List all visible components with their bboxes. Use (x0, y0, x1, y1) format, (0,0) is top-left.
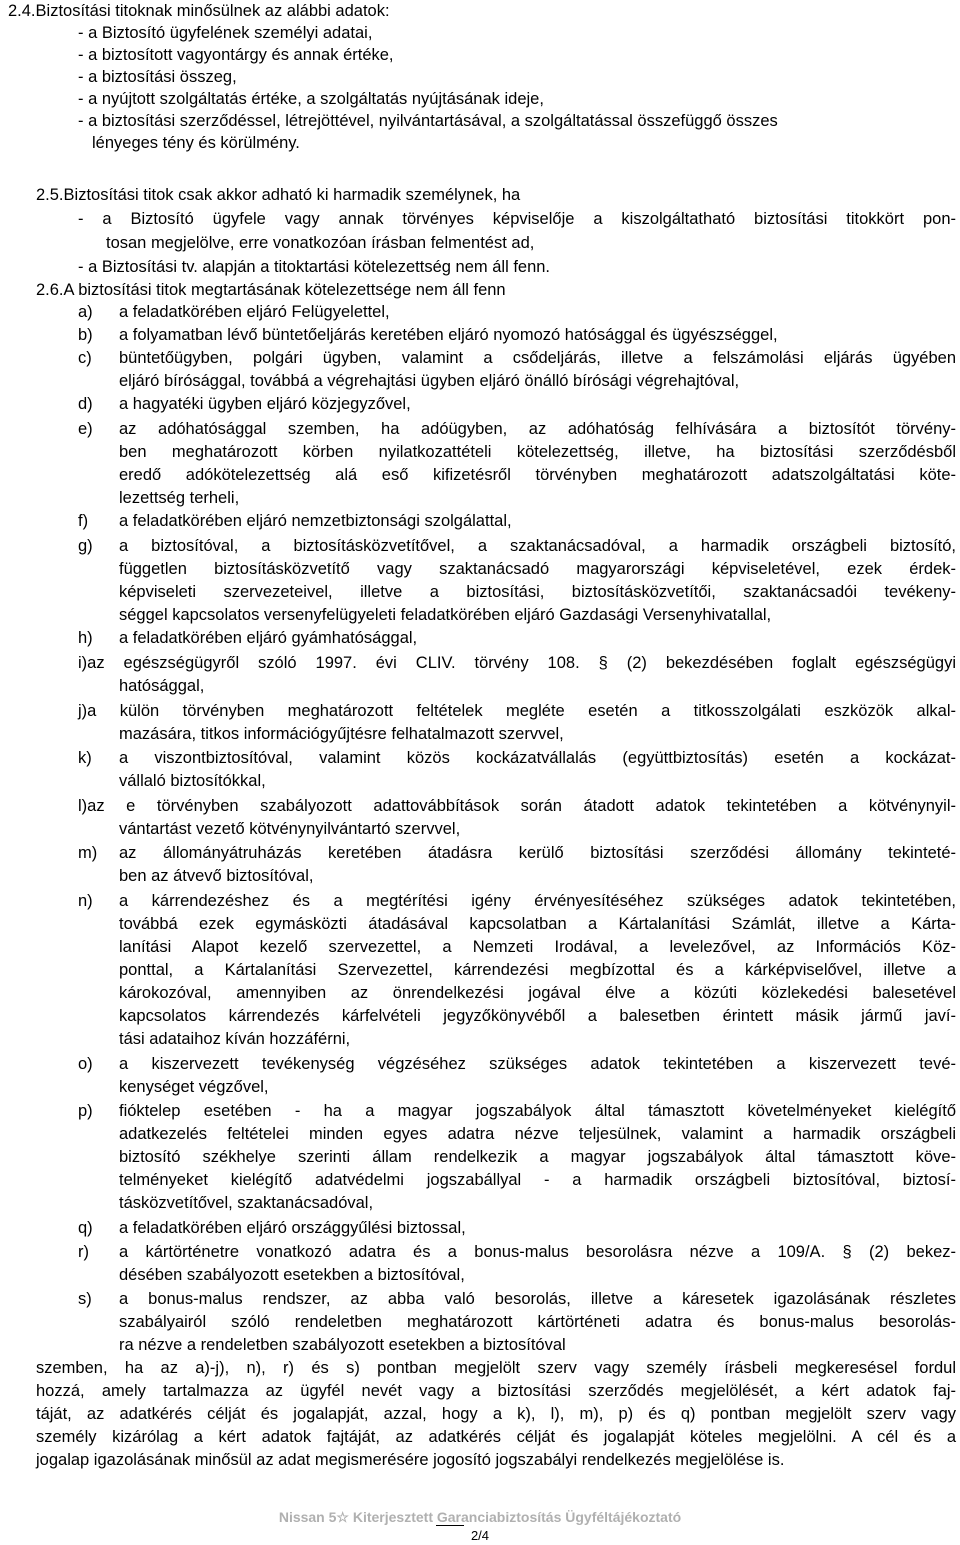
item-text: kenységet végzővel, (119, 1078, 269, 1096)
item-label: k) (78, 749, 92, 767)
item-text: a kártörténetre vonatkozó adatra és a bonus-malus besorolásra nézve a 109/A. § (2) bekez- (119, 1243, 956, 1261)
item-text: ben az átvevő biztosítóval, (119, 867, 314, 885)
item-text: szabályairól szóló rendeletben meghatározott kártörténeti adatra és bonus-malus besorolás- (119, 1313, 956, 1331)
item-text: ra nézve a rendeletben szabályozott esetekben a biztosítóval (119, 1336, 566, 1354)
item-label: b) (78, 326, 93, 344)
item-text: j)a külön törvényben meghatározott feltételek megléte esetén a titkosszolgálati eszközök alkal- (78, 702, 956, 720)
item-text: büntetőügyben, polgári ügyben, valamint a csődeljárás, illetve a felszámolási eljárás ügyében (119, 349, 956, 367)
item-label: n) (78, 892, 93, 910)
item-text: kapcsolatos kárrendezés kárfelvételi jegyzőkönyvéből a balesetben érintett másik jármű javí- (119, 1007, 956, 1025)
item-text: a viszontbiztosítóval, valamint közös kockázatvállalás (együttbiztosítás) esetén a kockázat- (119, 749, 956, 767)
item-text: adatkezelés feltételei minden egyes adatra nézve teljesülnek, valamint a harmadik országbeli (119, 1125, 956, 1143)
item-text: a feladatkörében eljáró országgyűlési biztossal, (119, 1219, 466, 1237)
item-label: h) (78, 629, 93, 647)
list-item: - a nyújtott szolgáltatás értéke, a szolgáltatás nyújtásának ideje, (78, 90, 544, 108)
closing-paragraph-line: jogalap igazolásának minősül az adat megismerésére jogosító jogszabályi rendelkezés megjelölése is. (36, 1451, 785, 1469)
item-text: független biztosításközvetítő vagy szaktanácsadó magyarországi képviseletével, ezek érdek- (119, 560, 956, 578)
item-text: az adóhatósággal szemben, ha adóügyben, az adóhatóság felhívására a biztosítót törvény- (119, 420, 956, 438)
item-text: telményeket kielégítő adatvédelmi jogszabállyal - a harmadik országbeli biztosítóval, biztosí- (119, 1171, 956, 1189)
page-number: 2/4 (470, 1528, 490, 1543)
section-2-5-heading: 2.5.Biztosítási titok csak akkor adható ki harmadik személynek, ha (36, 186, 521, 204)
item-text: a bonus-malus rendszer, az abba való besorolás, illetve a káresetek igazolásának részletes (119, 1290, 956, 1308)
item-text: i)az egészségügyről szóló 1997. évi CLIV. törvény 108. § (2) bekezdésében foglalt egészségügyi (78, 654, 956, 672)
list-item: - a Biztosító ügyfelének személyi adatai, (78, 24, 373, 42)
closing-paragraph-line: hozzá, amely tartalmazza az ügyfél nevét vagy a biztosítási szerződés megjelölését, a kért adatok faj- (36, 1382, 956, 1400)
item-text: eljáró bírósággal, továbbá a végrehajtási ügyben eljáró önálló bírósági végrehajtóval, (119, 372, 740, 390)
item-text: a folyamatban lévő büntetőeljárás keretében eljáró nyomozó hatósággal és ügyészséggel, (119, 326, 778, 344)
list-item: - a Biztosító ügyfele vagy annak törvényes képviselője a kiszolgáltatható biztosítási titokkört pon- (78, 210, 956, 228)
item-label: o) (78, 1055, 93, 1073)
item-text: lanítási Alapot kezelő szervezettel, a Nemzeti Irodával, a levelezővel, az Információs Köz- (119, 938, 956, 956)
item-label: q) (78, 1219, 93, 1237)
item-text: a feladatkörében eljáró gyámhatósággal, (119, 629, 418, 647)
item-text: eredő adókötelezettség alá eső kifizetésről törvényben meghatározott adatszolgáltatási köte- (119, 466, 956, 484)
item-text: biztosító székhelye szerinti állam rendelkezik a magyar jogszabályok által támasztott köve- (119, 1148, 956, 1166)
item-text: ponttal, a Kártalanítási Szervezettel, kárrendezési megbízottal és a kárképviselővel, illetve a (119, 961, 956, 979)
item-text: lezettség terheli, (119, 489, 240, 507)
list-item: - a biztosítási összeg, (78, 68, 237, 86)
section-2-6-heading: 2.6.A biztosítási titok megtartásának kötelezettsége nem áll fenn (36, 281, 506, 299)
item-text: l)az e törvényben szabályozott adattovábbítások során átadott adatok tekintetében a kötvénynyil- (78, 797, 956, 815)
item-text: a kiszervezett tevékenység végzéséhez szükséges adatok tekintetében a kiszervezett tevé- (119, 1055, 956, 1073)
list-item: tosan megjelölve, erre vonatkozóan írásban felmentést ad, (106, 234, 535, 252)
item-text: fióktelep esetében - ha a magyar jogszabályok által támasztott követelményeket kielégítő (119, 1102, 956, 1120)
item-text: a hagyatéki ügyben eljáró közjegyzővel, (119, 395, 411, 413)
item-text: károkozóval, amennyiben az önrendelkezési jogával élve a közúti közlekedési balesetével (119, 984, 956, 1002)
item-label: f) (78, 512, 89, 530)
section-2-4-heading: 2.4.Biztosítási titoknak minősülnek az alábbi adatok: (8, 2, 390, 20)
item-text: a feladatkörében eljáró nemzetbiztonsági szolgálattal, (119, 512, 512, 530)
item-label: s) (78, 1290, 92, 1308)
footer-divider (436, 1525, 464, 1526)
item-text: ben meghatározott körben nyilatkozattételi kötelezettség, illetve, ha biztosítási szerződésből (119, 443, 956, 461)
closing-paragraph-line: személy kizárólag a kért adatok fajtáját, az adatkérés célját és jogalapját köteles megjelölni. A cél és a (36, 1428, 956, 1446)
item-label: g) (78, 537, 93, 555)
item-text: tási adataihoz kíván hozzáférni, (119, 1030, 351, 1048)
closing-paragraph-line: szemben, ha az a)-j), n), r) és s) pontban megjelölt szerv vagy személy írásbeli megkeresésel fordul (36, 1359, 956, 1377)
item-text: mazására, titkos információgyűjtésre felhatalmazott szervvel, (119, 725, 564, 743)
item-text: képviseleti szervezeteivel, illetve a biztosítási, biztosításközvetítői, szaktanácsadói tevékeny- (119, 583, 956, 601)
list-item: - a biztosítási szerződéssel, létrejöttével, nyilvántartásával, a szolgáltatással összefüggő összes (78, 112, 778, 130)
closing-paragraph-line: táját, az adatkérés célját és jogalapját, azzal, hogy a k), l), m), p) és q) pontban megjelölt szerv vagy (36, 1405, 956, 1423)
list-item: - a Biztosítási tv. alapján a titoktartási kötelezettség nem áll fenn. (78, 258, 551, 276)
list-item: lényeges tény és körülmény. (92, 134, 300, 152)
item-text: hatósággal, (119, 677, 205, 695)
list-item: - a biztosított vagyontárgy és annak értéke, (78, 46, 394, 64)
item-text: a biztosítóval, a biztosításközvetítővel, a szaktanácsadóval, a harmadik országbeli biztosító, (119, 537, 956, 555)
footer-title: Nissan 5☆ Kiterjesztett Garanciabiztosítás Ügyféltájékoztató (278, 1509, 682, 1525)
item-text: a feladatkörében eljáró Felügyelettel, (119, 303, 390, 321)
item-label: r) (78, 1243, 89, 1261)
item-text: a kárrendezéshez és a megtérítési igény érvényesítéséhez szükséges adatok tekintetében, (119, 892, 956, 910)
item-label: a) (78, 303, 93, 321)
item-text: az állományátruházás keretében átadásra kerülő biztosítási szerződési állomány tekinteté- (119, 844, 956, 862)
item-label: m) (78, 844, 98, 862)
item-text: vállaló biztosítókkal, (119, 772, 266, 790)
item-text: tásközvetítővel, szaktanácsadóval, (119, 1194, 374, 1212)
item-label: c) (78, 349, 92, 367)
item-label: e) (78, 420, 93, 438)
item-text: désében szabályozott esetekben a biztosítóval, (119, 1266, 465, 1284)
item-label: p) (78, 1102, 93, 1120)
item-text: továbbá ezek egymásközti átadásával kapcsolatban a Kártalanítási Számlát, illetve a Kárta- (119, 915, 956, 933)
item-text: vántartást vezető kötvénynyilvántartó szervvel, (119, 820, 461, 838)
item-label: d) (78, 395, 93, 413)
item-text: séggel kapcsolatos versenyfelügyeleti feladatkörében eljáró Gazdasági Versenyhivatallal, (119, 606, 772, 624)
